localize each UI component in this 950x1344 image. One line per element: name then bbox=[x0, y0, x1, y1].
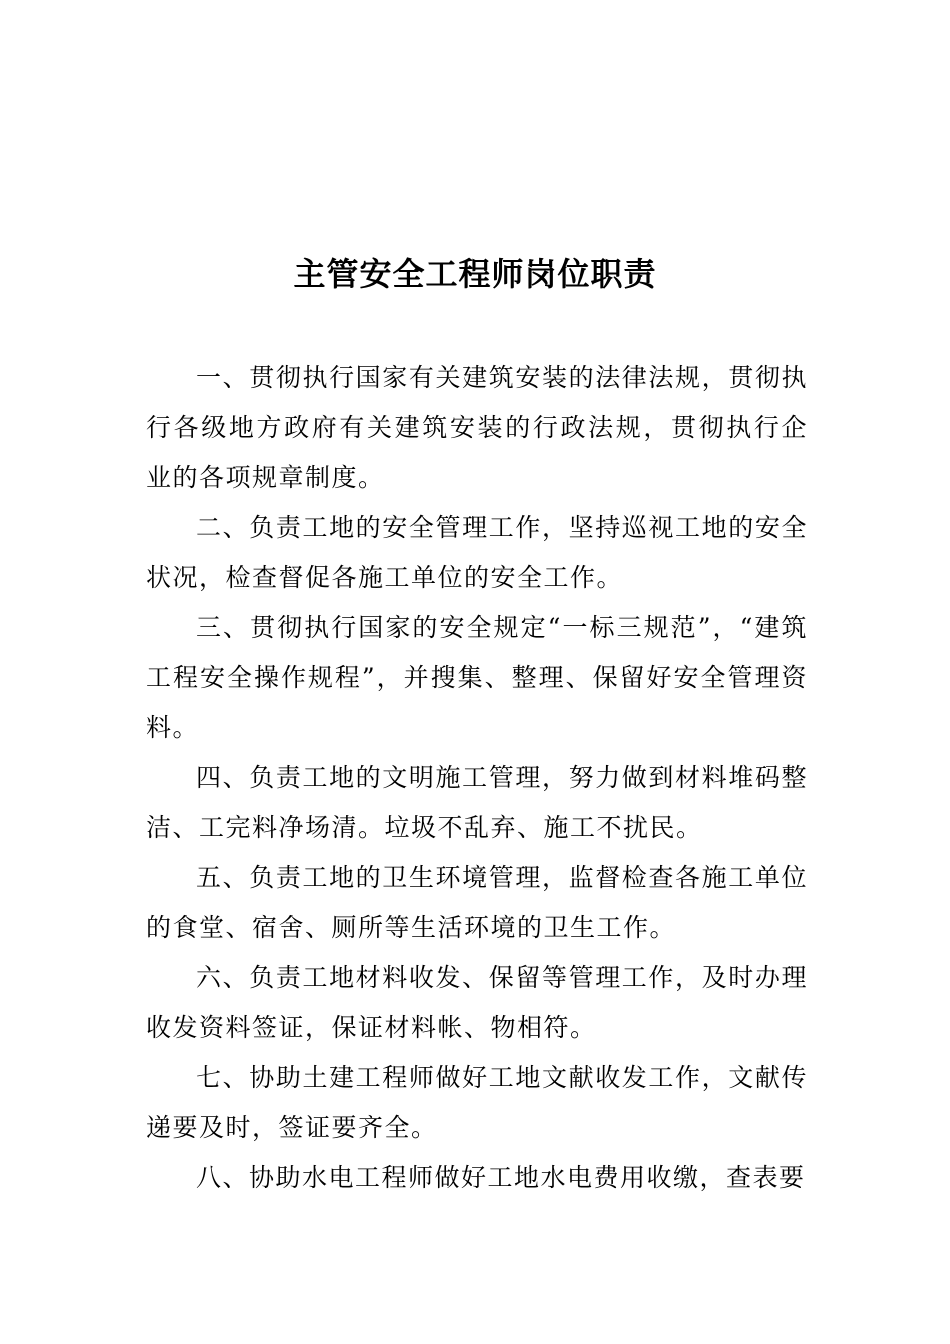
paragraph-1: 一、贯彻执行国家有关建筑安装的法律法规，贯彻执行各级地方政府有关建筑安装的行政法规，贯彻执行企业的各项规章制度。 bbox=[146, 363, 808, 492]
paragraph-4: 四、负责工地的文明施工管理，努力做到材料堆码整洁、工完料净场清。垃圾不乱弃、施工不扰民。 bbox=[146, 763, 808, 842]
document-body bbox=[146, 353, 808, 1203]
paragraph-6: 六、负责工地材料收发、保留等管理工作，及时办理收发资料签证，保证材料帐、物相符。 bbox=[146, 963, 808, 1042]
paragraph-5: 五、负责工地的卫生环境管理，监督检查各施工单位的食堂、宿舍、厕所等生活环境的卫生工作。 bbox=[146, 863, 808, 942]
paragraph-2: 二、负责工地的安全管理工作，坚持巡视工地的安全状况，检查督促各施工单位的安全工作。 bbox=[146, 513, 808, 592]
paragraph-3: 三、贯彻执行国家的安全规定“一标三规范”，“建筑工程安全操作规程”，并搜集、整理、保留好安全管理资料。 bbox=[146, 613, 808, 742]
paragraph-8: 八、协助水电工程师做好工地水电费用收缴，查表要 bbox=[196, 1163, 806, 1192]
document-title: 主管安全工程师岗位职责 bbox=[293, 255, 657, 293]
paragraph-7: 七、协助土建工程师做好工地文献收发工作，文献传递要及时，签证要齐全。 bbox=[146, 1063, 808, 1142]
